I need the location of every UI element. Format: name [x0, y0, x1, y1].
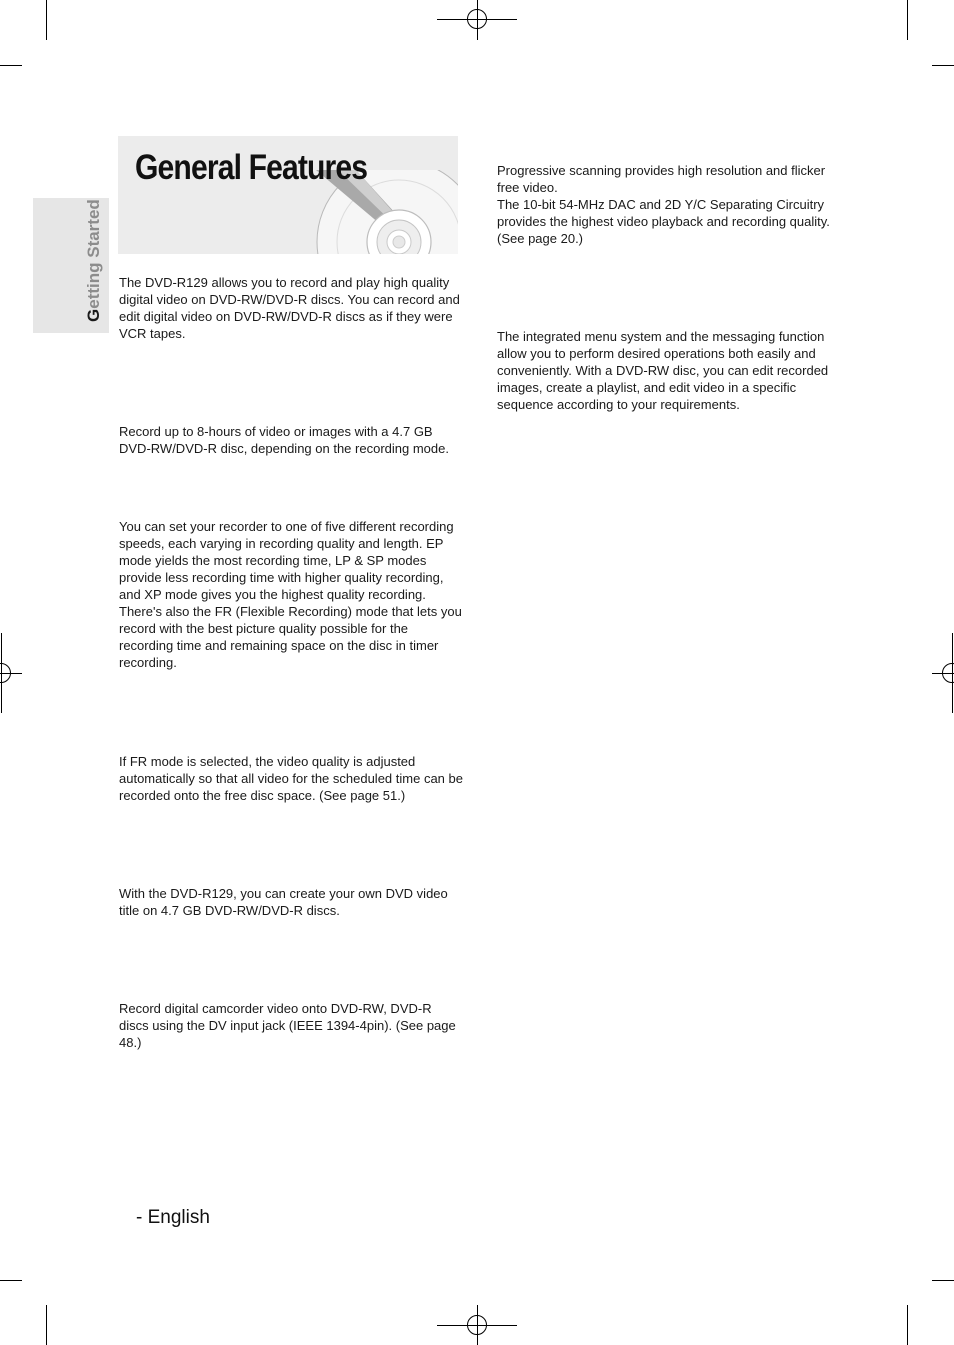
page-title: General Features	[135, 148, 368, 187]
section-tab-label: Getting Started	[84, 199, 103, 322]
paragraph-create-title: With the DVD-R129, you can create your own DVD video title on 4.7 GB DVD-RW/DVD-R discs.	[119, 886, 448, 918]
page-footer-language: - English	[136, 1207, 210, 1228]
crop-mark	[0, 1280, 22, 1281]
paragraph-dac: The 10-bit 54-MHz DAC and 2D Y/C Separating Circuitry provides the highest video playback and recording quality. (See page 20.)	[497, 197, 830, 246]
paragraph-intro: The DVD-R129 allows you to record and play high quality digital video on DVD-RW/DVD-R discs. You can record and edit digital video on DVD-RW/DVD-R discs as if they were VCR tapes.	[119, 275, 460, 341]
crop-mark	[46, 0, 47, 40]
paragraph-menu-system: The integrated menu system and the messaging function allow you to perform desired operations both easily and conveniently. With a DVD-RW disc, you can edit recorded images, create a playlist, and edit video in a specific sequence according to your requirements.	[497, 329, 829, 412]
paragraph-dv-input: Record digital camcorder video onto DVD-RW, DVD-R discs using the DV input jack (IEEE 1394-4pin). (See page 48.)	[119, 1001, 456, 1050]
crop-mark	[907, 0, 908, 40]
crop-mark	[46, 1305, 47, 1345]
crop-mark	[932, 1280, 954, 1281]
paragraph-fr-mode: If FR mode is selected, the video quality is adjusted automatically so that all video for the scheduled time can be recorded onto the free disc space. (See page 51.)	[119, 754, 463, 803]
crop-mark	[932, 65, 954, 66]
crop-mark	[907, 1305, 908, 1345]
paragraph-progressive-scan: Progressive scanning provides high resolution and flicker free video.	[497, 163, 826, 195]
crop-mark	[0, 65, 22, 66]
paragraph-recording-time: Record up to 8-hours of video or images with a 4.7 GB DVD-RW/DVD-R disc, depending on the recording mode.	[119, 424, 449, 456]
paragraph-recording-modes: You can set your recorder to one of five different recording speeds, each varying in recording quality and length. EP mode yields the most recording time, LP & SP modes provide less recording time with higher quality recording, and XP mode gives you the highest quality recording. There's also the FR (Flexible Recording) mode that lets you record with the best picture quality possible for the recording time and remaining space on the disc in timer recording.	[119, 519, 462, 670]
